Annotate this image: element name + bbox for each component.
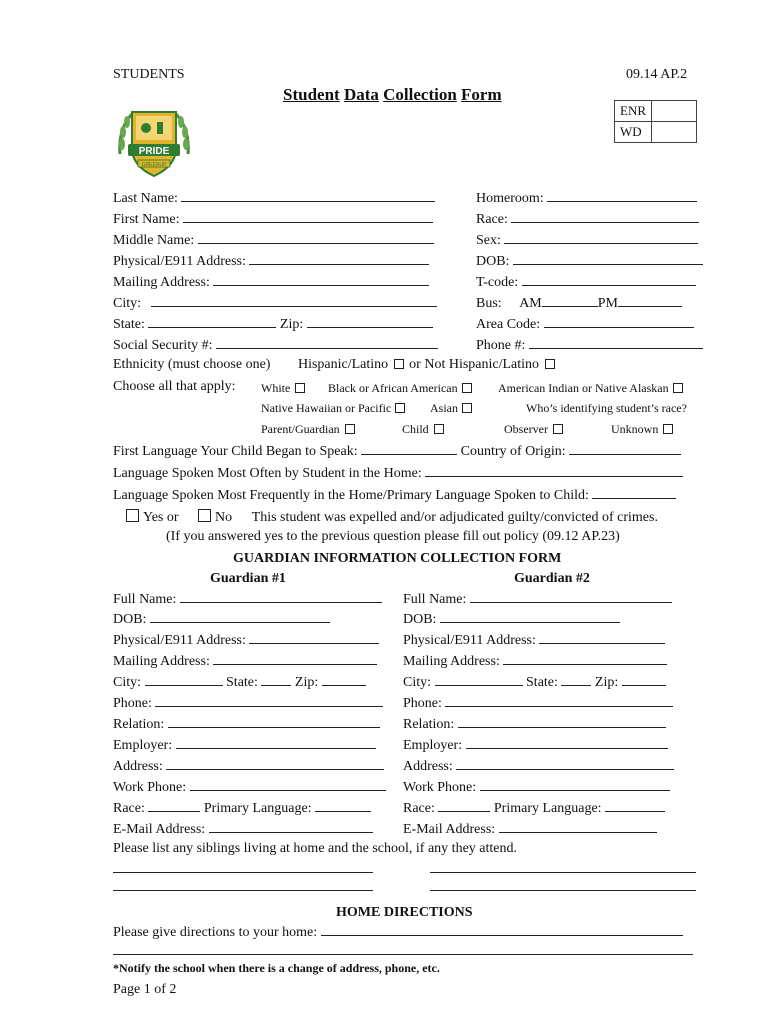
white-checkbox[interactable] (295, 383, 305, 393)
g2-race-language[interactable]: Race: Primary Language: (403, 799, 665, 817)
bus-field[interactable]: Bus: AM PM (476, 294, 682, 312)
state-zip-field[interactable]: State: Zip: (113, 315, 433, 333)
first-name-field[interactable]: First Name: (113, 210, 433, 228)
race-choose-label: Choose all that apply: (113, 379, 236, 394)
enrollment-table (614, 100, 697, 143)
area-code-field[interactable]: Area Code: (476, 315, 694, 333)
siblings-line[interactable] (113, 878, 373, 896)
g1-full-name[interactable]: Full Name: (113, 590, 382, 608)
school-logo (114, 104, 194, 182)
asian-checkbox[interactable] (462, 403, 472, 413)
child-checkbox[interactable] (434, 424, 444, 434)
g1-dob[interactable]: DOB: (113, 610, 330, 628)
guardian-section-title: GUARDIAN INFORMATION COLLECTION FORM (233, 551, 562, 566)
wd-cell[interactable] (652, 122, 697, 143)
directions-line[interactable] (113, 942, 693, 960)
id-unknown[interactable]: Unknown (611, 421, 675, 437)
first-language-field[interactable]: First Language Your Child Began to Speak: Country of Origin: (113, 442, 681, 460)
language-most-often-field[interactable]: Language Spoken Most Often by Student in the Home: (113, 464, 683, 482)
yes-checkbox[interactable] (126, 509, 139, 522)
homeroom-field[interactable]: Homeroom: (476, 189, 697, 207)
policy-code: 09.14 AP.2 (626, 67, 688, 82)
tcode-field[interactable]: T-code: (476, 273, 696, 291)
g2-full-name[interactable]: Full Name: (403, 590, 672, 608)
not-hispanic-checkbox[interactable] (545, 359, 555, 369)
enr-label: ENR (615, 101, 652, 122)
expelled-note: (If you answered yes to the previous question please fill out policy (09.12 AP.23) (166, 529, 620, 544)
last-name-field[interactable]: Last Name: (113, 189, 435, 207)
g1-mailing-address[interactable]: Mailing Address: (113, 652, 377, 670)
id-parent-guardian[interactable]: Parent/Guardian (261, 421, 357, 437)
g2-email[interactable]: E-Mail Address: (403, 820, 657, 838)
id-observer[interactable]: Observer (504, 421, 565, 437)
id-child[interactable]: Child (402, 421, 446, 437)
notify-notice: *Notify the school when there is a change of address, phone, etc. (113, 961, 440, 975)
no-checkbox[interactable] (198, 509, 211, 522)
black-checkbox[interactable] (462, 383, 472, 393)
page-number: Page 1 of 2 (113, 982, 177, 997)
who-identifying-label: Who’s identifying student’s race? (526, 401, 687, 415)
g1-work-phone[interactable]: Work Phone: (113, 778, 386, 796)
g1-city-state-zip[interactable]: City: State: Zip: (113, 673, 366, 691)
logo-subtext: GREENUP (141, 162, 167, 168)
guardian-2-heading: Guardian #2 (514, 571, 590, 586)
logo-text: PRIDE (138, 146, 170, 157)
g1-employer[interactable]: Employer: (113, 736, 376, 754)
hispanic-checkbox[interactable] (394, 359, 404, 369)
race-white[interactable]: White (261, 380, 307, 396)
phone-field[interactable]: Phone #: (476, 336, 703, 354)
g2-mailing-address[interactable]: Mailing Address: (403, 652, 667, 670)
g1-physical-address[interactable]: Physical/E911 Address: (113, 631, 379, 649)
g2-address[interactable]: Address: (403, 757, 674, 775)
g2-city-state-zip[interactable]: City: State: Zip: (403, 673, 666, 691)
g2-physical-address[interactable]: Physical/E911 Address: (403, 631, 665, 649)
american-indian-checkbox[interactable] (673, 383, 683, 393)
observer-checkbox[interactable] (553, 424, 563, 434)
school-crest-icon (114, 104, 194, 182)
g2-phone[interactable]: Phone: (403, 694, 673, 712)
language-most-frequent-field[interactable]: Language Spoken Most Frequently in the Home/Primary Language Spoken to Child: (113, 486, 676, 504)
race-field[interactable]: Race: (476, 210, 699, 228)
home-directions-title: HOME DIRECTIONS (336, 905, 473, 920)
ethnicity-row: Ethnicity (must choose one) Hispanic/Latino or Not Hispanic/Latino (113, 357, 557, 373)
expelled-row: Yes or No This student was expelled and/or adjudicated guilty/convicted of crimes. (126, 509, 658, 526)
sex-field[interactable]: Sex: (476, 231, 698, 249)
g2-employer[interactable]: Employer: (403, 736, 668, 754)
race-american-indian[interactable]: American Indian or Native Alaskan (498, 380, 685, 396)
mailing-address-field[interactable]: Mailing Address: (113, 273, 429, 291)
native-hawaiian-checkbox[interactable] (395, 403, 405, 413)
siblings-line[interactable] (430, 878, 696, 896)
g1-email[interactable]: E-Mail Address: (113, 820, 373, 838)
g2-dob[interactable]: DOB: (403, 610, 620, 628)
race-native-hawaiian[interactable]: Native Hawaiian or Pacific (261, 400, 407, 416)
unknown-checkbox[interactable] (663, 424, 673, 434)
wd-label: WD (615, 122, 652, 143)
dob-field[interactable]: DOB: (476, 252, 703, 270)
section-label: STUDENTS (113, 67, 185, 82)
middle-name-field[interactable]: Middle Name: (113, 231, 434, 249)
siblings-line[interactable] (430, 860, 696, 878)
g2-relation[interactable]: Relation: (403, 715, 666, 733)
physical-address-field[interactable]: Physical/E911 Address: (113, 252, 429, 270)
page-title: Student Data Collection Form (283, 85, 502, 104)
g1-race-language[interactable]: Race: Primary Language: (113, 799, 371, 817)
ssn-field[interactable]: Social Security #: (113, 336, 438, 354)
directions-field[interactable]: Please give directions to your home: (113, 923, 683, 941)
guardian-1-heading: Guardian #1 (210, 571, 286, 586)
race-black[interactable]: Black or African American (328, 380, 474, 396)
siblings-label: Please list any siblings living at home and the school, if any they attend. (113, 841, 517, 856)
g1-relation[interactable]: Relation: (113, 715, 380, 733)
city-field[interactable]: City: (113, 294, 437, 312)
g2-work-phone[interactable]: Work Phone: (403, 778, 670, 796)
parent-guardian-checkbox[interactable] (345, 424, 355, 434)
race-asian[interactable]: Asian (430, 400, 474, 416)
g1-address[interactable]: Address: (113, 757, 384, 775)
siblings-line[interactable] (113, 860, 373, 878)
g1-phone[interactable]: Phone: (113, 694, 383, 712)
enr-cell[interactable] (652, 101, 697, 122)
